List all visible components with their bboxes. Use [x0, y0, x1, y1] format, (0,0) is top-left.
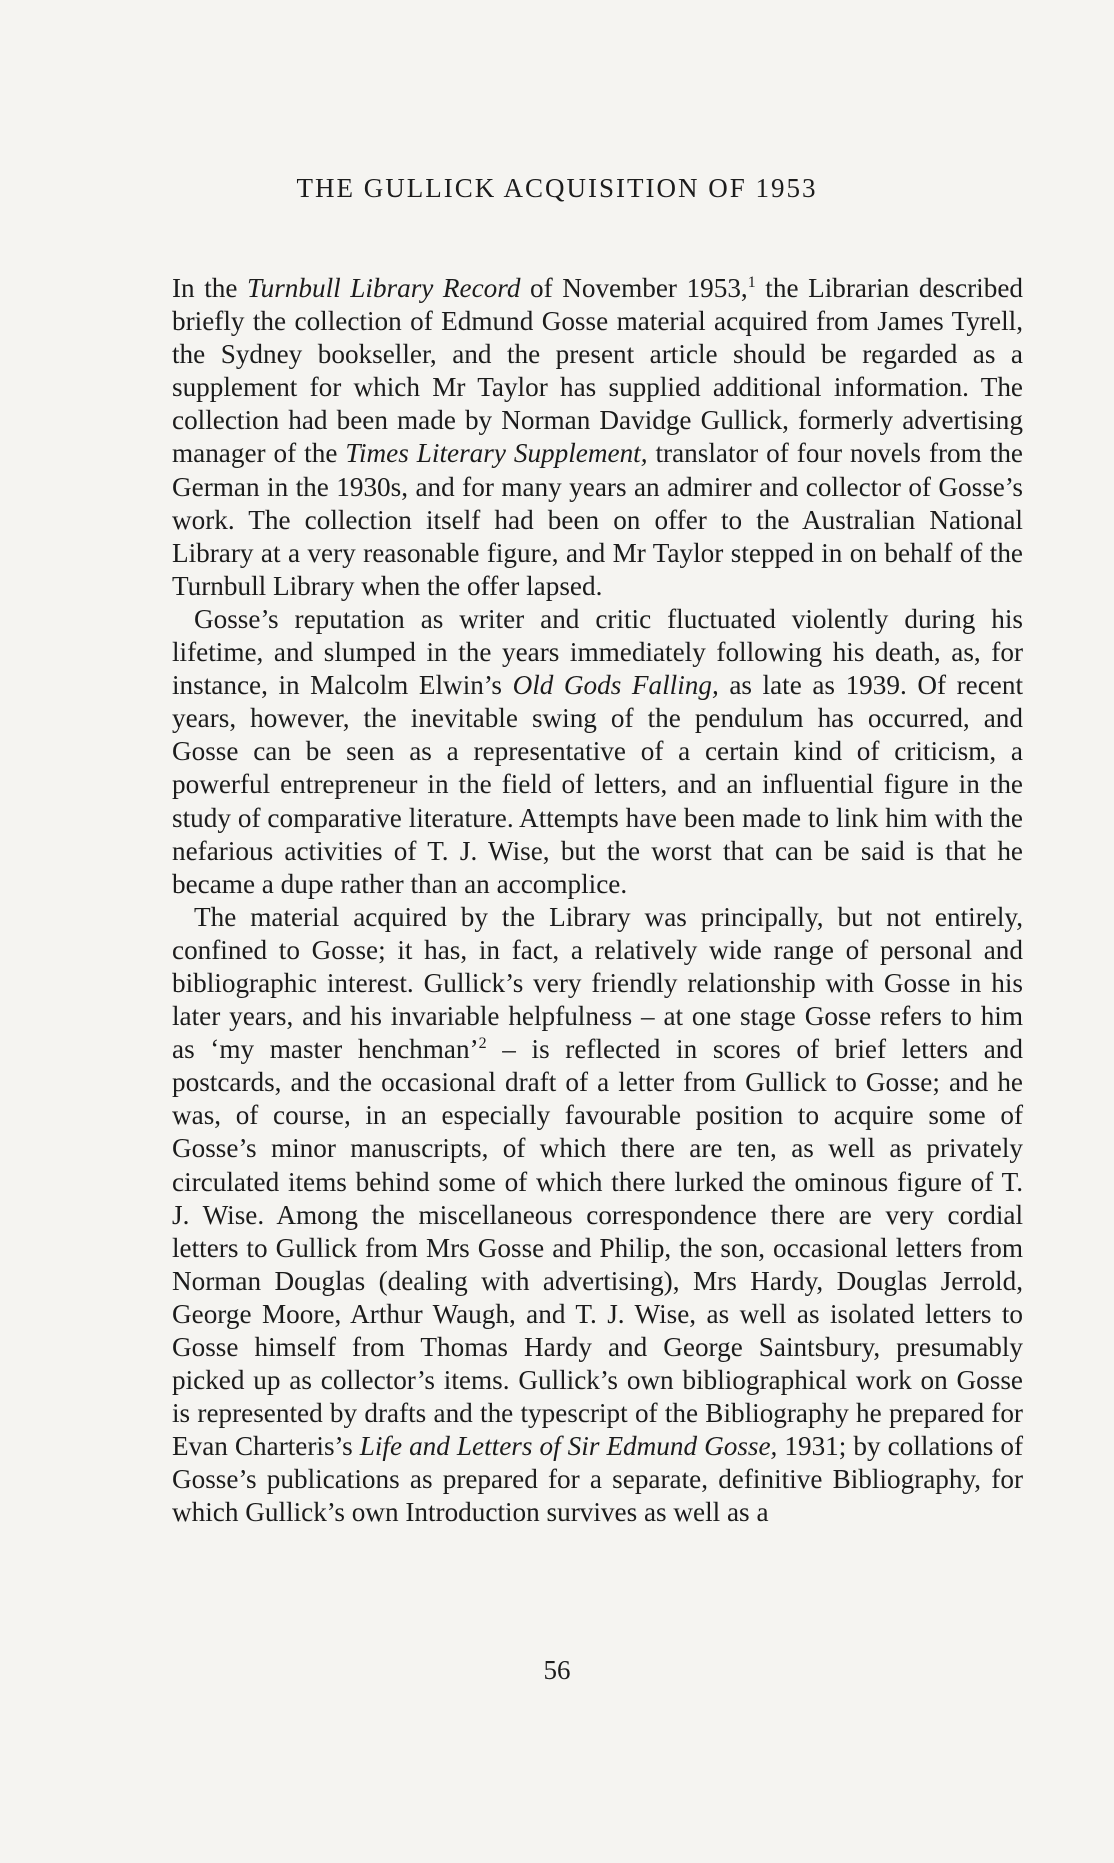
text-run: In the [172, 273, 248, 303]
text-run: of November 1953, [520, 273, 748, 303]
text-run: as late as 1939. Of recent years, however, the inevitable swing of the pendulum has occurred, and Gosse can be seen as a representative of a certain kind of criticism, a powerful entrepreneur in the field of letters, and an influential figure in the study of comparative literature. Attempts have been made to link him with the nefarious activities of T. J. Wise, but the worst that can be said is that he became a dupe rather than an accomplice. [172, 670, 1023, 899]
text-run: The material acquired by the Library was principally, but not entirely, confined to Gosse; it has, in fact, a relatively wide range of personal and bibliographic interest. Gullick’s very friendly relationship with Gosse in his later years, and his invariable helpfulness – at one stage Gosse refers to him as ‘my master henchman’ [172, 901, 1023, 1065]
paragraph-3 [172, 901, 1023, 1530]
paragraph-1 [172, 272, 1023, 603]
footnote-ref: 1 [747, 273, 756, 291]
paragraph-2 [172, 603, 1023, 901]
text-run: the Librarian described briefly the collection of Edmund Gosse material acquired from James Tyrell, the Sydney bookseller, and the present article should be regarded as a supplement for which Mr Taylor has supplied additional information. The collection had been made by Norman Davidge Gullick, formerly advertising manager of the [172, 273, 1023, 469]
text-run: – is reflected in scores of brief letters and postcards, and the occasional draft of a letter from Gullick to Gosse; and he was, of course, in an especially favourable position to acquire some of Gosse’s minor manuscripts, of which there are ten, as well as privately circulated items behind some of which there lurked the ominous figure of T. J. Wise. Among the miscellaneous correspondence there are very cordial letters to Gullick from Mrs Gosse and Philip, the son, occasional letters from Norman Douglas (dealing with advertising), Mrs Hardy, Douglas Jerrold, George Moore, Arthur Waugh, and T. J. Wise, as well as isolated letters to Gosse himself from Thomas Hardy and George Saintsbury, presumably picked up as collector’s items. Gullick’s own bibliographical work on Gosse is represented by drafts and the typescript of the Bibliography he prepared for Evan Charteris’s [172, 1034, 1023, 1462]
article-body [172, 272, 1023, 1530]
italic-title: Times Literary Supplement, [345, 438, 648, 469]
text-run: translator of four novels from the German in the 1930s, and for many years an admirer and collector of Gosse’s work. The collection itself had been on offer to the Australian National Library at a very reasonable figure, and Mr Taylor stepped in on behalf of the Turnbull Library when the offer lapsed. [172, 438, 1023, 601]
text-run: Gosse’s reputation as writer and critic fluctuated violently during his lifetime, and slumped in the years immediately following his death, as, for instance, in Malcolm Elwin’s [172, 603, 1023, 701]
italic-title: Old Gods Falling, [512, 670, 719, 701]
italic-title: Life and Letters of Sir Edmund Gosse, [359, 1431, 778, 1462]
footnote-ref: 2 [478, 1035, 487, 1053]
page-number: 56 [543, 1655, 571, 1685]
article-title: THE GULLICK ACQUISITION OF 1953 [296, 173, 818, 203]
italic-title: Turnbull Library Record [247, 273, 521, 303]
text-run: 1931; by collations of Gosse’s publications as prepared for a separate, definitive Bibliography, for which Gullick’s own Introduction survives as well as a [172, 1431, 1024, 1528]
